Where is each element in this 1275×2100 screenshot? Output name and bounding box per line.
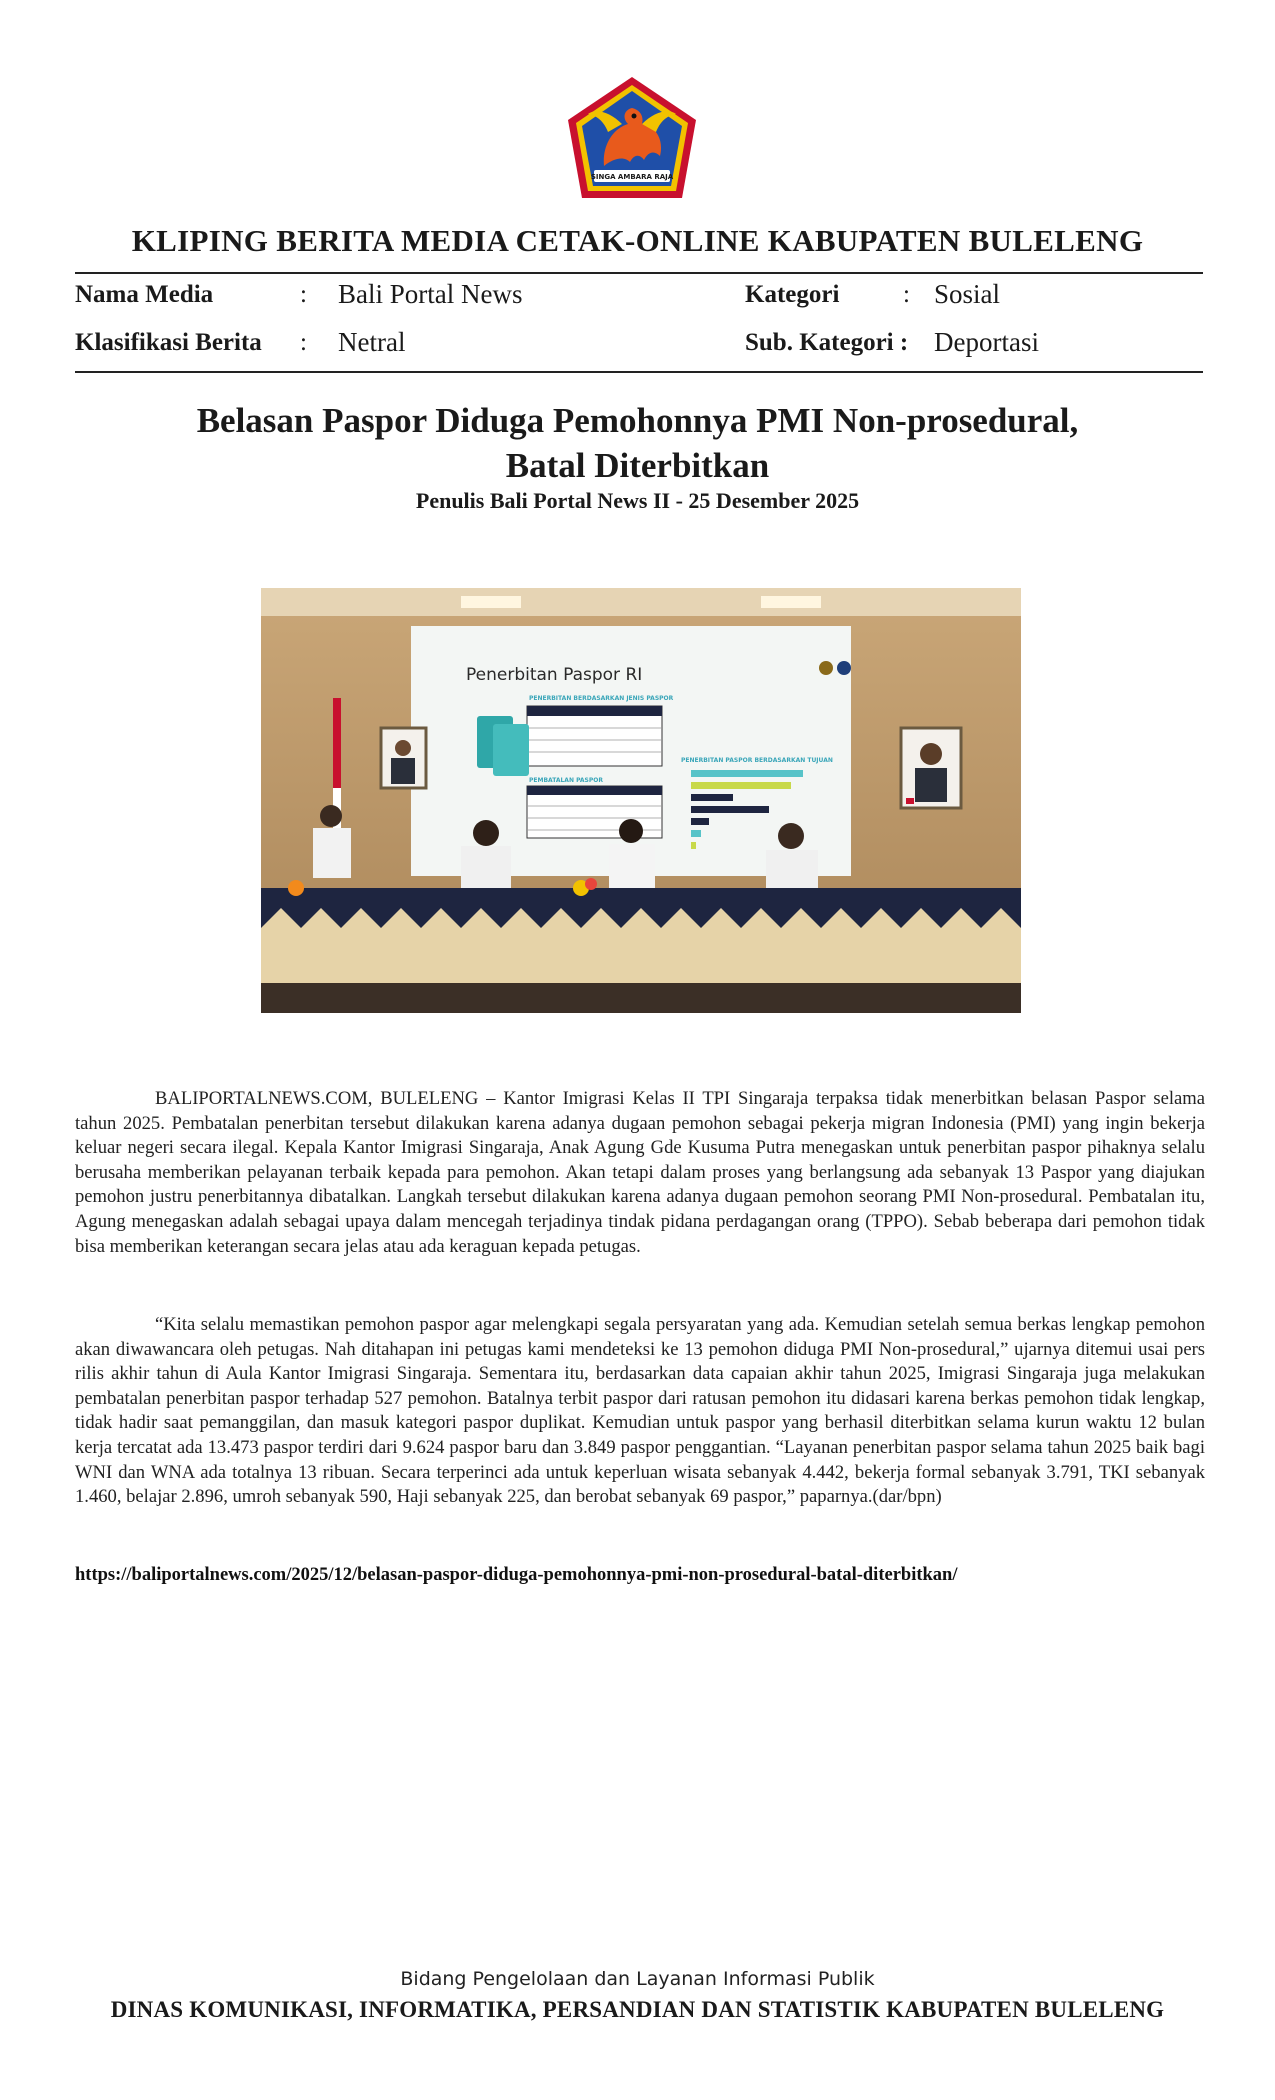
meta-klasifikasi-label: Klasifikasi Berita — [75, 329, 262, 356]
footer-agency-name: DINAS KOMUNIKASI, INFORMATIKA, PERSANDIAN DAN STATISTIK KABUPATEN BULELENG — [110, 1997, 1165, 2022]
svg-text:PEMBATALAN PASPOR: PEMBATALAN PASPOR — [529, 777, 603, 784]
clipping-header-title: KLIPING BERITA MEDIA CETAK-ONLINE KABUPATEN BULELENG — [131, 223, 1144, 258]
meta-klasifikasi-value: Netral — [338, 327, 406, 357]
svg-text:Penerbitan Paspor RI: Penerbitan Paspor RI — [466, 665, 643, 685]
article-title-line2: Batal Diterbitkan — [505, 446, 770, 485]
svg-text:SINGA AMBARA RAJA: SINGA AMBARA RAJA — [590, 173, 674, 181]
meta-kategori-value: Sosial — [934, 279, 1001, 309]
article-byline: Penulis Bali Portal News II - 25 Desember 2025 — [415, 488, 860, 513]
meta-subkategori-label: Sub. Kategori : — [745, 329, 909, 356]
header-divider-top — [75, 272, 1203, 274]
meta-separator: : — [300, 329, 307, 356]
article-title-line1: Belasan Paspor Diduga Pemohonnya PMI Non-prosedural, — [196, 401, 1079, 440]
svg-text:PENERBITAN PASPOR BERDASARKAN: PENERBITAN PASPOR BERDASARKAN TUJUAN — [681, 757, 833, 764]
meta-separator: : — [903, 281, 910, 308]
article-paragraph-1: BALIPORTALNEWS.COM, BULELENG – Kantor Imigrasi Kelas II TPI Singaraja terpaksa tidak menerbitkan belasan Paspor selama tahun 2025. Pembatalan penerbitan tersebut dilakukan karena adanya dugaan pemohon sebagai pekerja migran Indonesia (PMI) yang ingin bekerja keluar negeri secara ilegal. Kepala Kantor Imigrasi Singaraja, Anak Agung Gde Kusuma Putra menegaskan untuk penerbitan paspor pihaknya selalu berusaha memberikan pelayanan terbaik kepada para pemohon. Akan tetapi dalam proses yang berlangsung ada sebanyak 13 Paspor yang diajukan pemohon justru penerbitannya dibatalkan. Langkah tersebut dilakukan karena adanya dugaan pemohon seorang PMI Non-prosedural. Pembatalan itu, Agung menegaskan adalah sebagai upaya dalam mencegah terjadinya tindak pidana perdagangan orang (TPPO). Sebab beberapa dari pemohon tidak bisa memberikan keterangan secara jelas atau ada keraguan kepada petugas. — [75, 1088, 1205, 1257]
meta-kategori-label: Kategori — [745, 281, 840, 308]
article-title — [100, 398, 1175, 488]
footer-division-name: Bidang Pengelolaan dan Layanan Informasi Publik — [400, 1968, 875, 1990]
meta-subkategori-value: Deportasi — [934, 327, 1039, 357]
meta-separator: : — [300, 281, 307, 308]
meta-media-label: Nama Media — [75, 281, 214, 308]
article-source-link[interactable]: https://baliportalnews.com/2025/12/belasan-paspor-diduga-pemohonnya-pmi-non-prosedural-batal-diterbitkan/ — [75, 1565, 958, 1585]
buleleng-regency-crest-icon — [564, 74, 700, 202]
press-conference-photo — [261, 588, 1021, 1013]
header-divider-bottom — [75, 371, 1203, 373]
article-paragraph-2: “Kita selalu memastikan pemohon paspor agar melengkapi segala persyaratan yang ada. Kemudian setelah semua berkas lengkap pemohon akan diwawancara oleh petugas. Nah ditahapan ini petugas kami mendeteksi ke 13 pemohon diduga PMI Non-prosedural,” ujarnya ditemui usai pers rilis akhir tahun di Aula Kantor Imigrasi Singaraja. Sementara itu, berdasarkan data capaian akhir tahun 2025, Imigrasi Singaraja juga melakukan pembatalan penerbitan paspor terhadap 527 pemohon. Batalnya terbit paspor dari ratusan pemohon itu didasari karena berkas pemohon tidak lengkap, tidak hadir saat pemanggilan, dan masuk kategori paspor duplikat. Kemudian untuk paspor yang berhasil diterbitkan selama kurun waktu 12 bulan kerja tercatat ada 13.473 paspor terdiri dari 9.624 paspor baru dan 3.849 paspor penggantian. “Layanan penerbitan paspor selama tahun 2025 baik bagi WNI dan WNA ada totalnya 13 ribuan. Secara terperinci ada untuk keperluan wisata sebanyak 4.442, bekerja formal sebanyak 3.791, TKI sebanyak 1.460, belajar 2.896, umroh sebanyak 590, Haji sebanyak 225, dan berobat sebanyak 69 paspor,” paparnya.(dar/bpn) — [75, 1314, 1205, 1508]
svg-text:PENERBITAN BERDASARKAN JENIS P: PENERBITAN BERDASARKAN JENIS PASPOR — [529, 695, 674, 702]
meta-media-value: Bali Portal News — [338, 279, 523, 309]
